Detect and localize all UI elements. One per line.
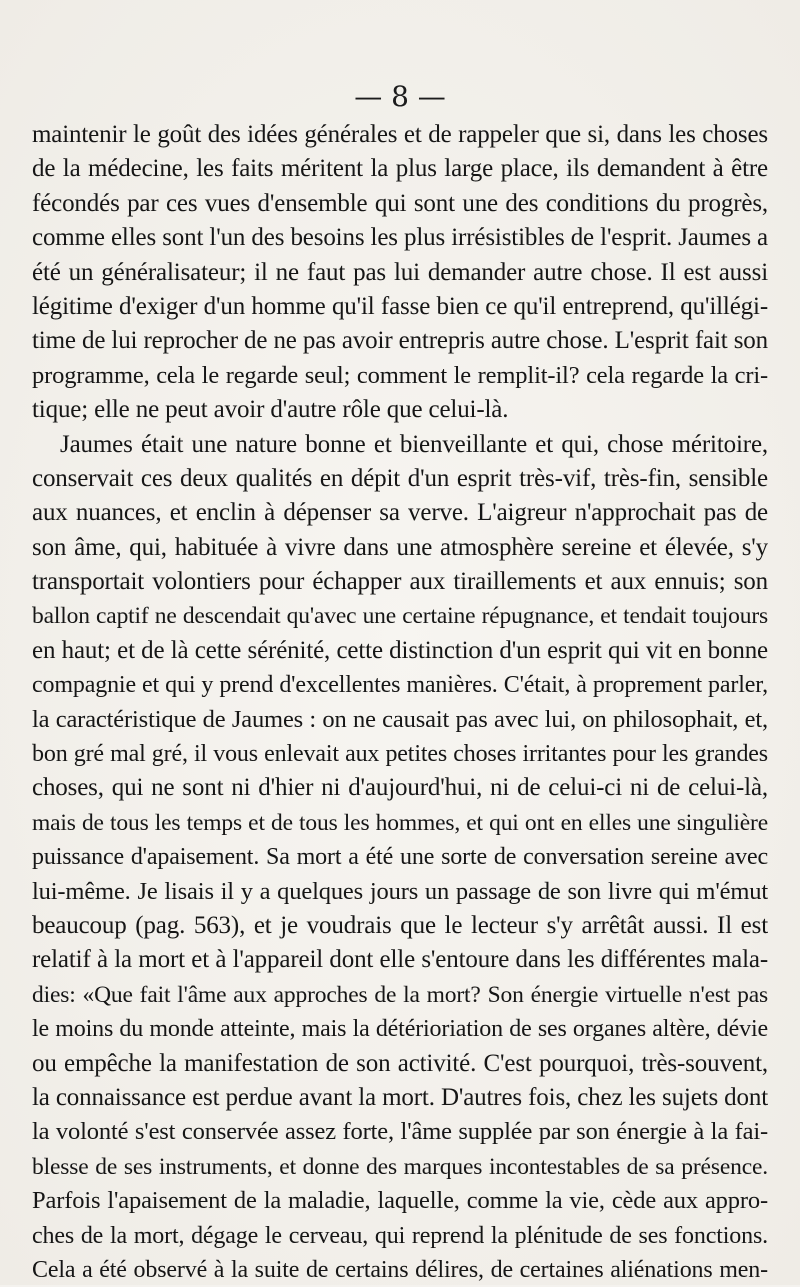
body-text — [32, 118, 768, 1287]
text-line: blesse de ses instruments, et donne des marques incontestables de sa présence. — [32, 1153, 768, 1180]
text-line: en haut; et de là cette sérénité, cette distinction d'un esprit qui vit en bonne — [32, 636, 768, 664]
text-line: dies: «Que fait l'âme aux approches de la mort? Son énergie virtuelle n'est pas — [32, 981, 768, 1008]
text-line: conservait ces deux qualités en dépit d'un esprit très-vif, très-fin, sensible — [32, 464, 768, 492]
text-line: Jaumes était une nature bonne et bienveillante et qui, chose méritoire, — [60, 430, 768, 458]
paragraph-1 — [32, 118, 768, 428]
text-line: la volonté s'est conservée assez forte, l'âme supplée par son énergie à la fai- — [32, 1118, 768, 1146]
text-line: de la médecine, les faits méritent la plus large place, ils demandent à être — [32, 155, 768, 183]
text-line: Cela a été observé à la suite de certains délires, de certaines aliénations men- — [32, 1256, 768, 1283]
text-line: puissance d'apaisement. Sa mort a été une sorte de conversation sereine avec — [32, 844, 768, 871]
text-line: mais de tous les temps et de tous les hommes, et qui ont en elles une singulière — [32, 809, 768, 836]
text-line: légitime d'exiger d'un homme qu'il fasse bien ce qu'il entreprend, qu'illégi- — [32, 292, 768, 320]
text-line: la connaissance est perdue avant la mort. D'autres fois, chez les sujets dont — [32, 1083, 768, 1111]
text-line: ches de la mort, dégage le cerveau, qui reprend la plénitude de ses fonctions. — [32, 1222, 768, 1249]
text-line: bon gré mal gré, il vous enlevait aux petites choses irritantes pour les grandes — [32, 741, 768, 768]
text-line: aux nuances, et enclin à dépenser sa verve. L'aigreur n'approchait pas de — [32, 499, 768, 527]
text-line: programme, cela le regarde seul; comment le remplit-il? cela regarde la cri- — [32, 361, 768, 389]
text-line: compagnie et qui y prend d'excellentes manières. C'était, à proprement parler, — [32, 672, 768, 699]
text-line: le moins du monde atteinte, mais la détérioriation de ses organes altère, dévie — [32, 1016, 768, 1043]
page-number: — 8 — — [354, 80, 446, 113]
text-line: maintenir le goût des idées générales et de rappeler que si, dans les choses — [32, 121, 768, 148]
text-line: relatif à la mort et à l'appareil dont elle s'entoure dans les différentes mala- — [32, 946, 768, 974]
text-line: transportait volontiers pour échapper aux tiraillements et aux ennuis; son — [32, 568, 768, 596]
text-line: été un généralisateur; il ne faut pas lui demander autre chose. Il est aussi — [32, 258, 768, 286]
text-line: comme elles sont l'un des besoins les plus irrésistibles de l'esprit. Jaumes a — [32, 224, 768, 252]
text-line: Parfois l'apaisement de la maladie, laquelle, comme la vie, cède aux appro- — [32, 1187, 768, 1215]
text-line: fécondés par ces vues d'ensemble qui sont une des conditions du progrès, — [32, 189, 768, 217]
text-line: ou empêche la manifestation de son activité. C'est pourquoi, très-souvent, — [32, 1049, 768, 1077]
text-line: time de lui reprocher de ne pas avoir entrepris autre chose. L'esprit fait son — [32, 327, 768, 355]
text-line: lui-même. Je lisais il y a quelques jours un passage de son livre qui m'émut — [32, 877, 768, 905]
text-line: choses, qui ne sont ni d'hier ni d'aujourd'hui, ni de celui-ci ni de celui-là, — [32, 774, 768, 802]
text-line: ballon captif ne descendait qu'avec une certaine répugnance, et tendait toujours — [32, 603, 768, 630]
text-line: la caractéristique de Jaumes : on ne causait pas avec lui, on philosophait, et, — [32, 705, 768, 733]
text-line: beaucoup (pag. 563), et je voudrais que le lecteur s'y arrêtât aussi. Il est — [32, 911, 768, 939]
text-line: son âme, qui, habituée à vivre dans une atmosphère sereine et élevée, s'y — [32, 533, 768, 561]
paragraph-2 — [32, 428, 768, 1287]
text-line: tique; elle ne peut avoir d'autre rôle que celui-là. — [32, 396, 509, 424]
